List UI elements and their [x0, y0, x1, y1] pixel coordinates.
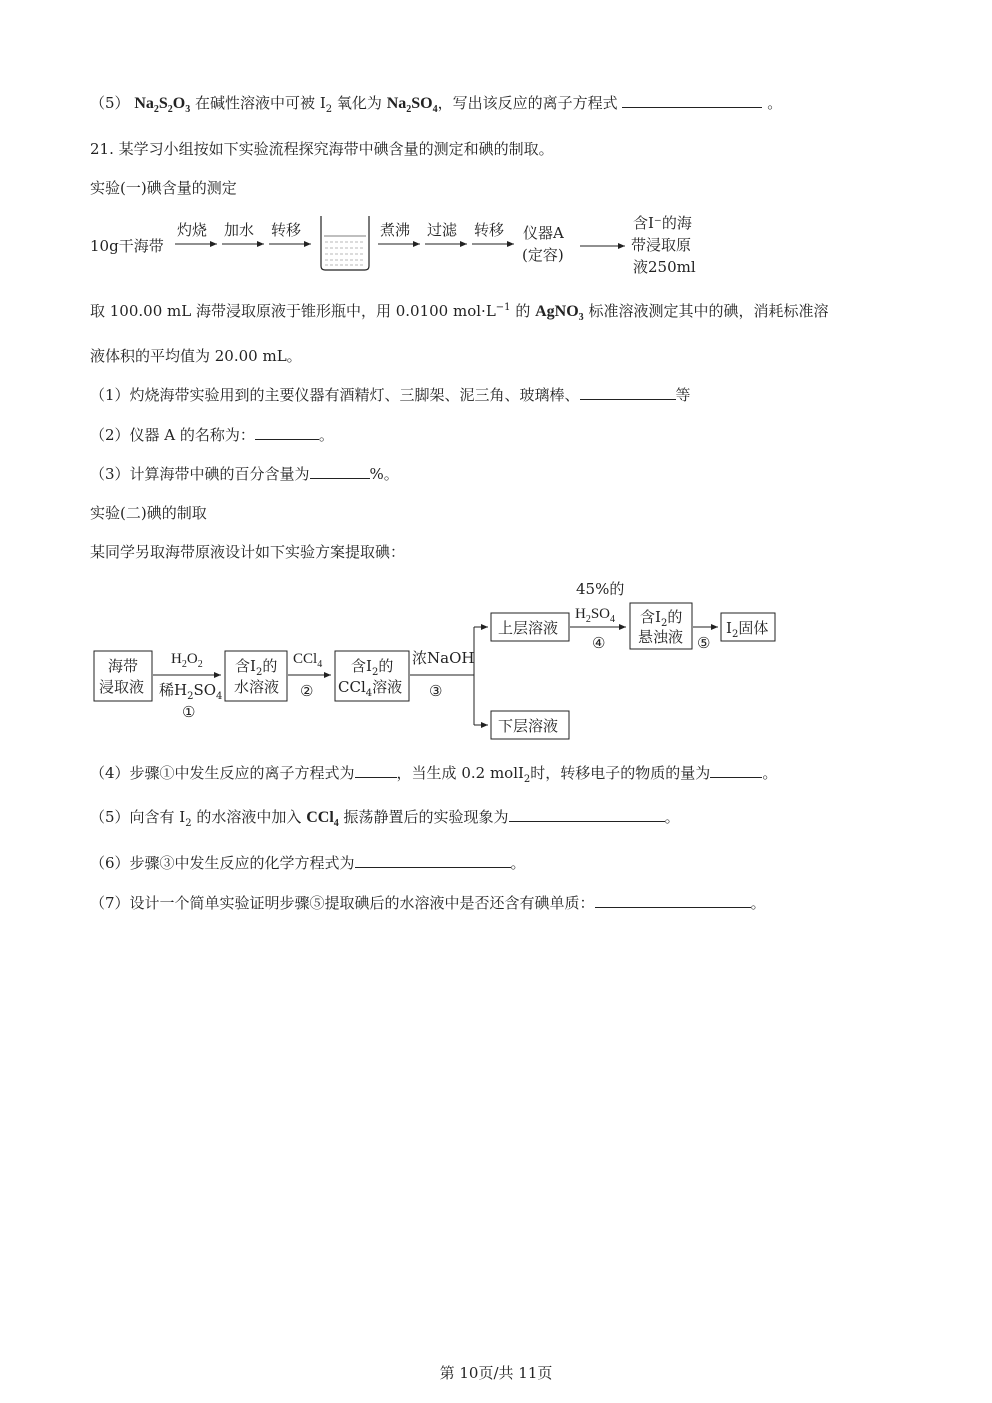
reagent-naoh: 浓NaOH: [412, 649, 475, 667]
question-21-4: （4）步骤①中发生反应的离子方程式为 ，当生成 0.2 molI$_2$时，转移电子的物质的量为 。: [90, 764, 778, 785]
box-text: 下层溶液: [498, 717, 559, 735]
question-21-intro: 21. 某学习小组按如下实验流程探究海带中碘含量的测定和碘的制取。: [90, 140, 554, 158]
flow1-end-3: 液250ml: [633, 258, 696, 276]
t: 的: [378, 657, 394, 675]
text: 。: [664, 808, 680, 826]
text: 时，转移电子的物质的量为: [530, 764, 711, 782]
text: （2）仪器 A 的名称为：: [90, 426, 255, 444]
flow1-end-1: 含I⁻的海: [633, 214, 692, 232]
text: （7）设计一个简单实验证明步骤⑤提取碘后的水溶液中是否还含有碘单质：: [90, 894, 595, 912]
flow1-step-water: 加水: [224, 221, 255, 239]
f-part: AgNO: [535, 303, 579, 320]
reagent-45pct: 45%的: [576, 580, 625, 598]
answer-blank[interactable]: [509, 807, 665, 822]
text: 的: [515, 302, 531, 320]
answer-blank[interactable]: [622, 93, 762, 108]
t: I: [726, 619, 732, 637]
text: 。: [750, 894, 766, 912]
text: 。: [318, 426, 334, 444]
question-20-5: （5） $Na_2S_2O_3$ 在碱性溶液中可被 $I_2$ 氧化为 $Na_2SO_4$，写出该反应的离子方程式 。: [90, 94, 783, 116]
q-num: （5）: [90, 94, 130, 112]
text: （1）灼烧海带实验用到的主要仪器有酒精灯、三脚架、泥三角、玻璃棒、: [90, 386, 580, 404]
reagent-h2so4: 稀$H_2SO_4$: [159, 681, 223, 702]
t: 的: [262, 657, 278, 675]
box-text: 水溶液: [234, 678, 280, 696]
box-text: CCl$_4$溶液: [338, 678, 403, 699]
text: （6）步骤③中发生反应的化学方程式为: [90, 854, 355, 872]
flow1-step-ash: 灼烧: [177, 221, 208, 239]
section-exp1: 实验(一)碘含量的测定: [90, 179, 237, 197]
q-text: 氧化为: [336, 94, 382, 112]
paragraph-scheme: 某同学另取海带原液设计如下实验方案提取碘：: [90, 543, 406, 561]
paragraph-titration: 取 100.00 mL 海带浸取原液于锥形瓶中，用 0.0100 $mol\cdot L^{-1}$ 的 AgNO$_3$ 标准溶液测定其中的碘，消耗标准溶: [90, 302, 829, 324]
f-part: Na: [386, 95, 407, 112]
reagent-h2so4-2: $H_2SO_4$: [575, 606, 616, 625]
section-exp2: 实验(二)碘的制取: [90, 504, 207, 522]
question-21-3: [90, 463, 399, 484]
box-text: 海带: [108, 657, 139, 675]
box-text: 浸取液: [99, 678, 145, 696]
f-part: S: [158, 95, 168, 112]
question-21-5: （5）向含有 $I_2$ 的水溶液中加入 CCl$_4$ 振荡静置后的实验现象为 。: [90, 808, 680, 830]
text: 标准溶液测定其中的碘，消耗标准溶: [588, 302, 829, 320]
step-4-label: ④: [592, 634, 606, 652]
answer-blank[interactable]: [595, 893, 751, 908]
step-3-label: ③: [429, 682, 443, 700]
text: 。: [762, 764, 778, 782]
flow1-instrument: 仪器A: [523, 224, 564, 242]
t: 含I: [351, 657, 372, 675]
text: 振荡静置后的实验现象为: [343, 808, 509, 826]
t: 固体: [738, 619, 769, 637]
t: 溶液: [372, 678, 403, 696]
step-1-label: ①: [182, 703, 196, 721]
question-21-7: [90, 892, 766, 913]
box-text: 悬浊液: [638, 628, 684, 646]
formula-ccl4: CCl$_4$: [306, 809, 339, 830]
text: 。: [510, 854, 526, 872]
t: H: [171, 651, 182, 667]
text: ，当生成 0.2 molI: [396, 764, 524, 782]
answer-blank[interactable]: [310, 464, 370, 479]
formula-na2s2o3: $Na_2S_2O_3$: [134, 95, 191, 116]
flow1-start: 10g干海带: [90, 237, 164, 255]
reagent-h2o2: $H_2O_2$: [171, 651, 203, 670]
text: （4）步骤①中发生反应的离子方程式为: [90, 764, 355, 782]
page-footer: 第 10页/共 11页: [439, 1364, 553, 1382]
step-5-label: ⑤: [697, 634, 711, 652]
flow1-step-transfer: 转移: [271, 221, 302, 239]
question-21-2: [90, 424, 334, 445]
formula-agno3: AgNO$_3$: [535, 303, 584, 324]
q-text: 。: [767, 94, 783, 112]
reagent-ccl4: CCl$_4$: [293, 651, 323, 670]
text: %。: [369, 465, 399, 483]
question-21-1: [90, 384, 691, 405]
text: 取 100.00 mL 海带浸取原液于锥形瓶中，用 0.0100 mol·L: [90, 302, 496, 320]
t: H: [575, 606, 586, 622]
flow1-step-boil: 煮沸: [380, 221, 411, 239]
box-text: 上层溶液: [498, 619, 559, 637]
flow-diagram-2: [85, 575, 805, 745]
question-21-6: [90, 852, 526, 873]
q-text: 在碱性溶液中可被: [195, 94, 316, 112]
flow1-step-filter: 过滤: [427, 221, 458, 239]
answer-blank[interactable]: [710, 763, 762, 778]
text: 等: [675, 386, 691, 404]
flow1-instrument-note: (定容): [522, 246, 564, 264]
answer-blank[interactable]: [255, 425, 319, 440]
formula-na2so4: $Na_2SO_4$: [386, 95, 438, 116]
f-part: O: [172, 95, 186, 112]
f-part: SO: [411, 95, 433, 112]
t: 稀H: [159, 681, 188, 699]
t: 含I: [235, 657, 256, 675]
f-part: CCl: [306, 809, 334, 826]
box-text: 含$I_2$的: [235, 657, 278, 678]
beaker-icon: [321, 216, 369, 270]
box-text: $I_2$固体: [726, 619, 769, 640]
box-text: 含$I_2$的: [640, 608, 683, 629]
answer-blank[interactable]: [355, 853, 511, 868]
step-2-label: ②: [300, 682, 314, 700]
q-text: I: [319, 94, 326, 112]
text: （5）向含有 I: [90, 808, 186, 826]
f-part: Na: [134, 95, 154, 112]
t: CCl: [293, 651, 318, 667]
answer-blank[interactable]: [580, 385, 676, 400]
answer-blank[interactable]: [355, 763, 397, 778]
paragraph-titration-2: 液体积的平均值为 20.00 mL。: [90, 347, 302, 365]
t: 含I: [640, 608, 661, 626]
flow1-end-2: 带浸取原: [631, 236, 692, 254]
box-text: 含$I_2$的: [351, 657, 394, 678]
flow-diagram-1: [85, 208, 725, 280]
q-text: ，写出该反应的离子方程式: [437, 94, 618, 112]
t: CCl: [338, 678, 366, 696]
t: 的: [667, 608, 683, 626]
text: 的水溶液中加入: [196, 808, 302, 826]
flow1-step-transfer2: 转移: [474, 221, 505, 239]
text: （3）计算海带中碘的百分含量为: [90, 465, 310, 483]
